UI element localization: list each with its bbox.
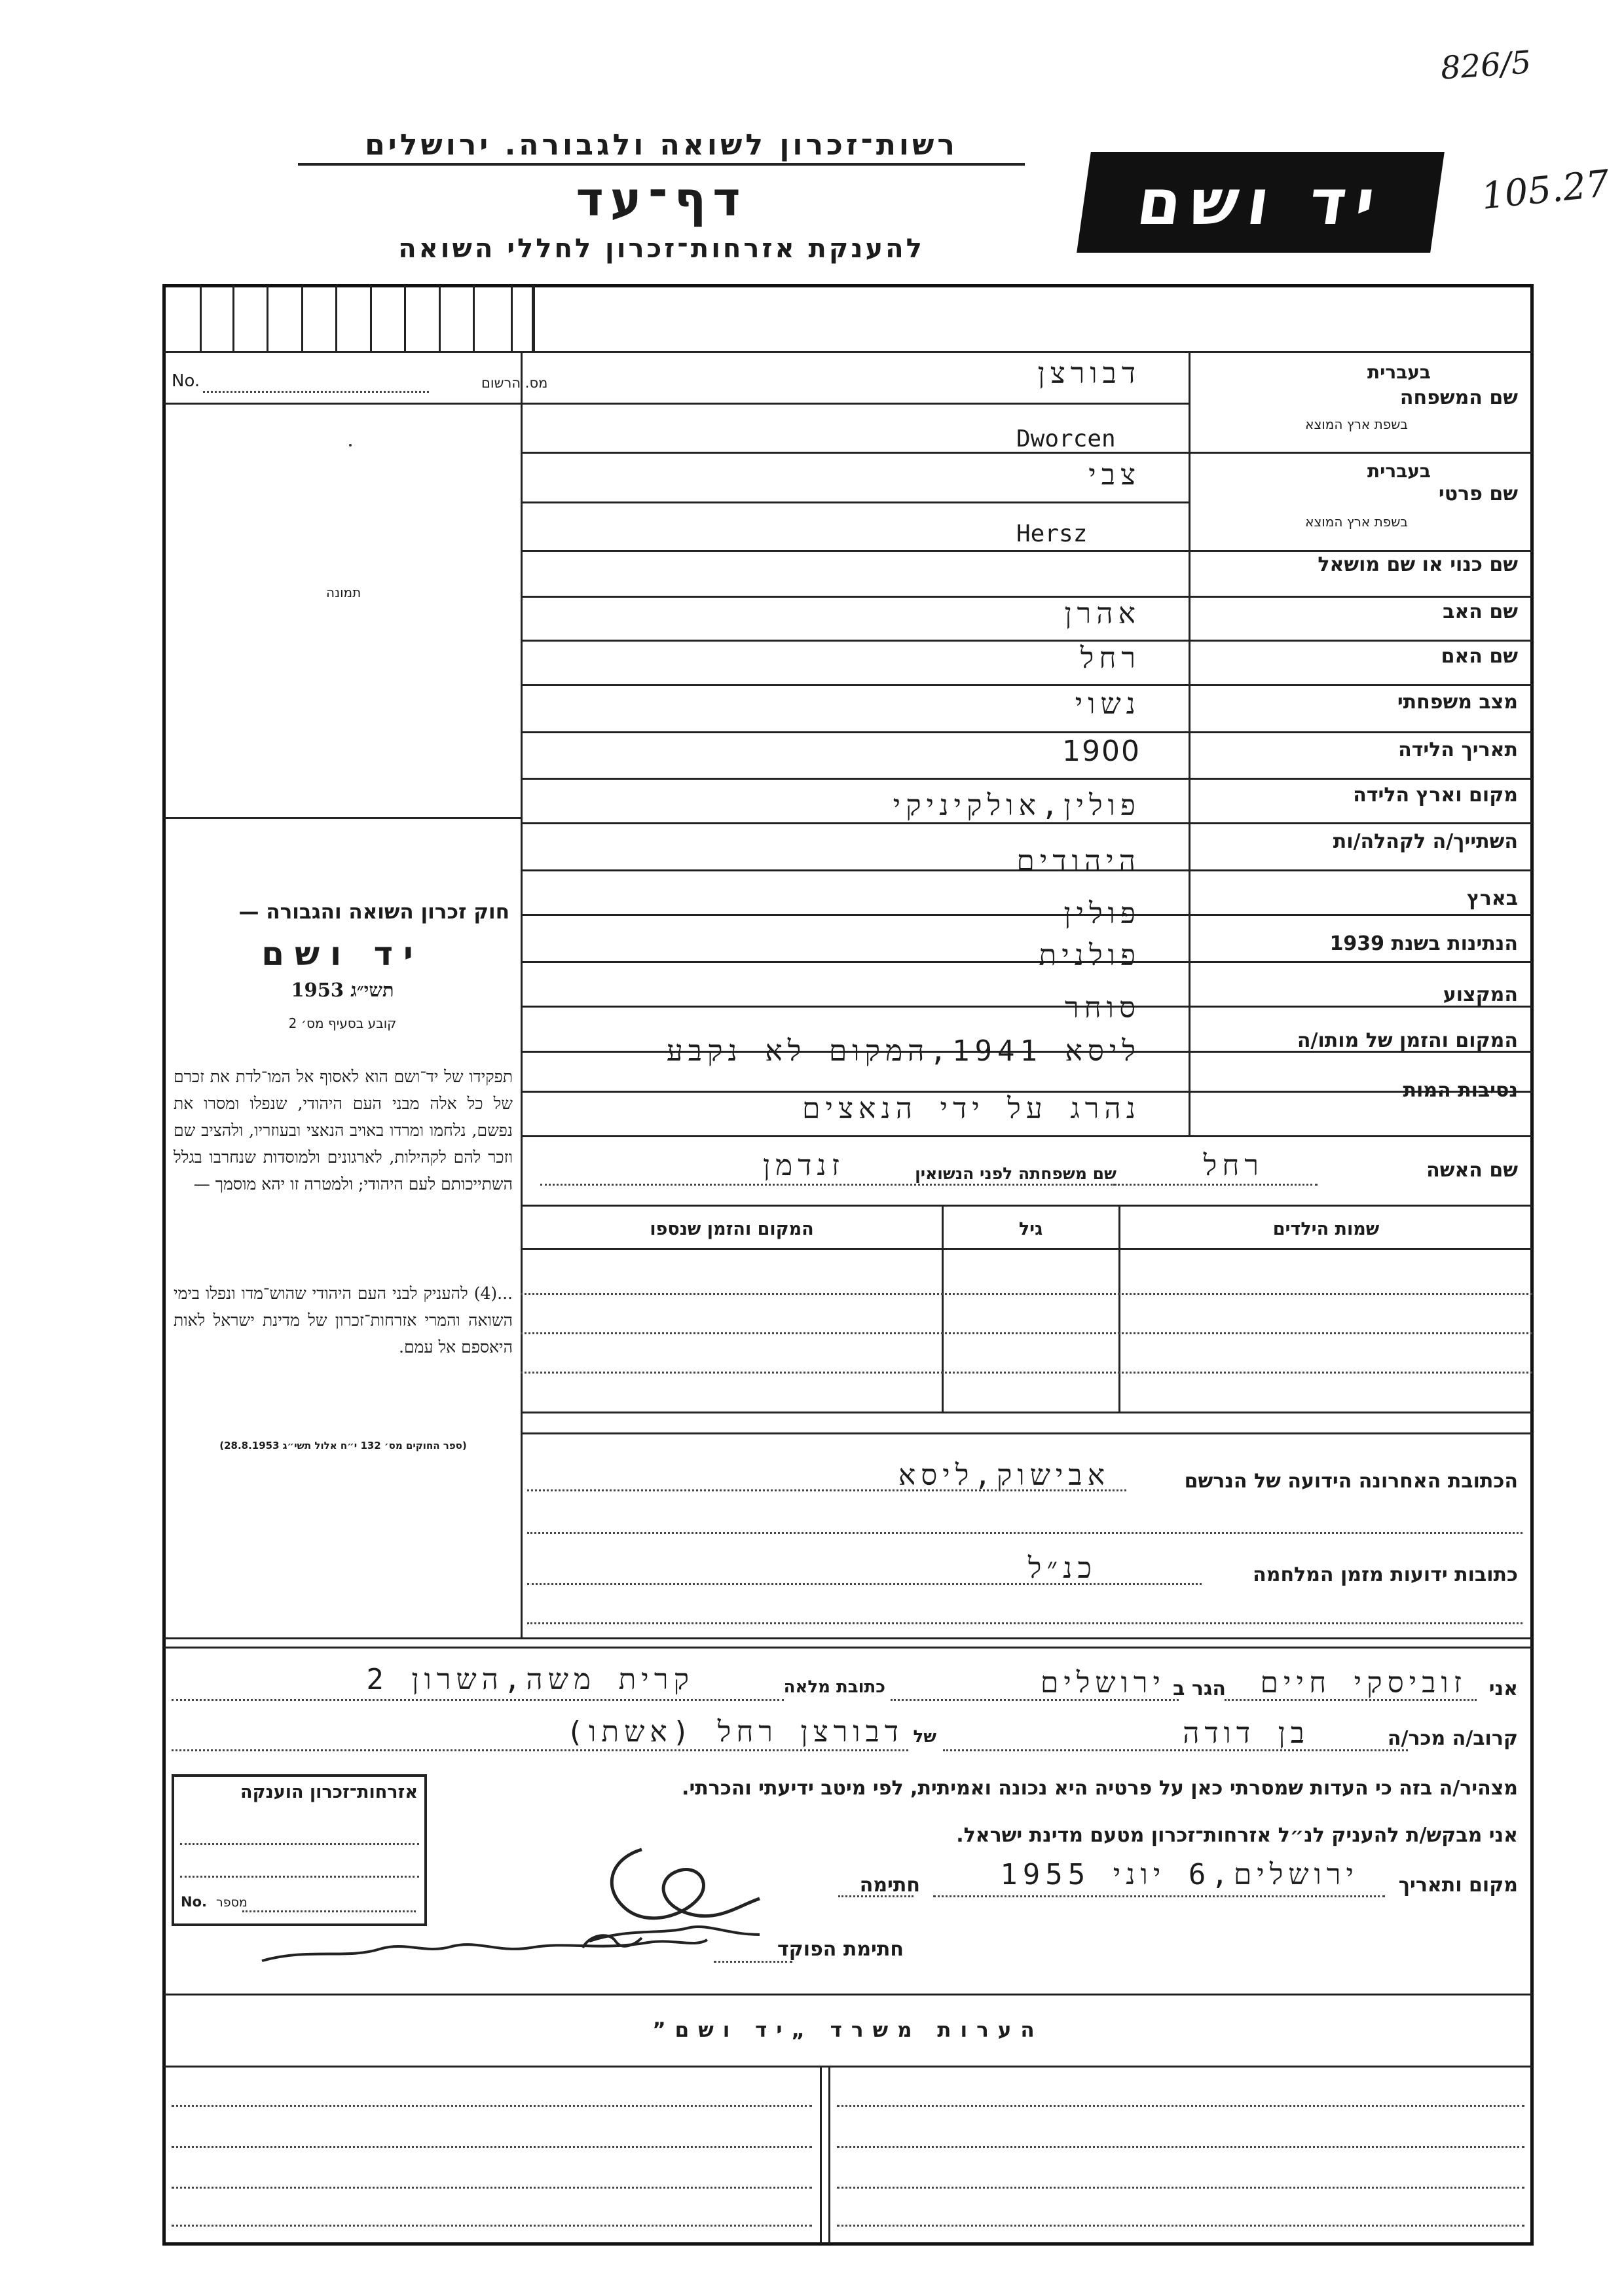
marital-status-label: מצב משפחתי [1397,691,1518,714]
place-date-label: מקום ותאריך [1398,1874,1518,1897]
archive-ref-annotation: 105.27 [1479,162,1612,219]
yad-vashem-logo [1077,152,1445,253]
children-header-place-time: המקום והזמן שנספו [650,1219,814,1239]
mother-name-value: רחל [1080,642,1141,675]
family-name-hebrew-label: בעברית [1367,361,1431,383]
citizenship-1939-value: פולנית [1039,939,1141,972]
first-name-hebrew-value: צבי [1088,458,1141,492]
birth-place-value: פולין,אולקיניקי [893,789,1141,822]
relation-value: בן דודה [1183,1717,1310,1750]
country-label: בארץ [1466,887,1518,910]
death-circumstances-value: נהרג על ידי הנאצים [802,1092,1141,1125]
children-header-age: גיל [1018,1219,1043,1239]
mother-name-label: שם האם [1441,645,1518,668]
birth-date-value: 1900 [1062,735,1141,768]
law-name: יד ושם [261,935,424,973]
wife-name-label: שם האשה [1426,1159,1518,1182]
father-name-value: אהרן [1064,597,1141,630]
first-name-local-value: Hersz [1016,520,1088,547]
place-date-value: ירושלים,6 יוני 1955 [1000,1858,1359,1891]
profession-label: המקצוע [1443,983,1518,1006]
wartime-address-value: כנ״ל [1027,1552,1097,1585]
marital-status-value: נשוי [1075,687,1141,721]
country-value: פולין [1063,897,1141,930]
form-title: דף־עד [576,172,747,227]
citizenship-1939-label: הנתינות בשנת 1939 [1329,932,1518,955]
declarant-city-value: ירושלים [1040,1666,1166,1700]
declarant-resides-label: הגר ב [1173,1677,1226,1700]
form-subtitle: להענקת אזרחות־זכרון לחללי השואה [398,234,925,264]
citizenship-box-title: אזרחות־זכרון הוענקה [240,1782,418,1802]
relation-label: קרוב/ה מכר/ה [1387,1727,1518,1750]
profession-value: סוחר [1065,991,1141,1025]
reg-no-prefix: No. [172,371,200,391]
stamp-row-bottom [164,351,1532,353]
reg-no-label: מס. הרשום [481,375,548,391]
left-column-divider [521,351,523,1637]
law-text-citizenship: ...(4) להעניק לבני העם היהודי שהוש־מדו ונפלו בימי השואה והמרי אזרחות־זכרון של מדינת ישראל לאות היאספם אל עמם. [174,1284,513,1357]
first-name-label: שם פרטי [1438,483,1518,505]
last-address-value: אבישוק,ליסא [898,1459,1110,1492]
citizenship-box-number-label: מספר [216,1895,248,1910]
community-label: השתייך/ה לקהלה/ות [1333,830,1518,853]
law-clause: קובע בסעיף מס׳ 2 [288,1015,397,1031]
children-header-names: שמות הילדים [1272,1219,1380,1239]
declarant-i-label: אני [1488,1677,1518,1700]
birth-date-label: תאריך הלידה [1398,738,1518,761]
officer-signature [255,1922,714,1974]
father-name-label: שם האב [1443,600,1518,623]
request-text: אני מבקש/ת להעניק לנ״ל אזרחות־זכרון מטעם מדינת ישראל. [956,1824,1518,1847]
law-year: תשי״ג 1953 [291,979,394,1001]
first-name-local-label: בשפת ארץ המוצא [1305,514,1408,530]
law-text-purpose: תפקידו של יד־ושם הוא לאסוף אל המו־לדת את זכרם של כל אלה מבני העם היהודי, שנפלו ומסרו את נפשם, נלחמו ומרדו באויב הנאצי ובעוזריו, ולהציב שם וזכר להם לקהילות, לארגונים ולמוסדות שנחרבו בגלל השתייכותם לעם היהודי; ולמטרה זו יהא מוסמך — [174,1067,513,1194]
declarant-address-value: קרית משה,השרון 2 [366,1663,694,1696]
family-name-hebrew-value: דבורצן [1037,357,1141,390]
family-name-label: שם המשפחה [1399,386,1518,409]
declarant-name-value: זוביסקי חיים [1260,1666,1467,1700]
relation-of-label: של [913,1727,936,1747]
top-number-annotation: 826/5 [1439,44,1533,87]
citizenship-box-number-prefix: No. [181,1894,207,1910]
death-place-time-label: המקום והזמן של מותו/ה [1297,1029,1518,1052]
death-circumstances-label: נסיבות המות [1403,1079,1518,1102]
law-source: (ספר החוקים מס׳ 132 י״ח אלול תשי״ג 28.8.1953) [219,1440,467,1451]
label-column-divider [1189,351,1190,1135]
officer-signature-label: חתימת הפוקד [777,1938,904,1961]
photo-label: תמונה [326,585,361,600]
declarant-address-label: כתובת מלאה [783,1677,885,1697]
first-name-hebrew-label: בעברית [1367,460,1431,482]
nickname-label: שם כנוי או שם מושאל [1318,553,1518,576]
wife-name-value: רחל [1203,1149,1264,1182]
wartime-address-label: כתובות ידועות מזמן המלחמה [1253,1563,1518,1586]
death-place-time-value: ליסא 1941,המקום לא נקבע [666,1034,1141,1068]
office-notes-title: הערות משרד „יד ושם” [652,2018,1044,2042]
authority-heading: רשות־זכרון לשואה ולגבורה. ירושלים [298,128,1025,166]
wife-maiden-value: זנדמן [762,1149,845,1182]
logo-lettering: יד ושם [1132,166,1389,239]
signature-label: חתימה [859,1874,920,1897]
birth-place-label: מקום וארץ הלידה [1353,784,1518,807]
wife-maiden-label: שם משפחתה לפני הנשואין [915,1164,1116,1183]
family-name-local-value: Dworcen [1016,426,1116,452]
last-address-label: הכתובת האחרונה הידועה של הנרשם [1184,1470,1518,1493]
family-name-local-label: בשפת ארץ המוצא [1305,416,1408,432]
law-title: חוק זכרון השואה והגבורה — [238,900,509,924]
community-value: היהודים [1016,845,1141,878]
reg-no-line [203,391,429,393]
declaration-text: מצהיר/ה בזה כי העדות שמסרתי כאן על פרטיה היא נכונה ואמיתית, לפי מיטב ידיעתי והכרתי. [682,1777,1518,1800]
relation-of-value: דבורצן רחל (אשתו) [566,1715,904,1749]
